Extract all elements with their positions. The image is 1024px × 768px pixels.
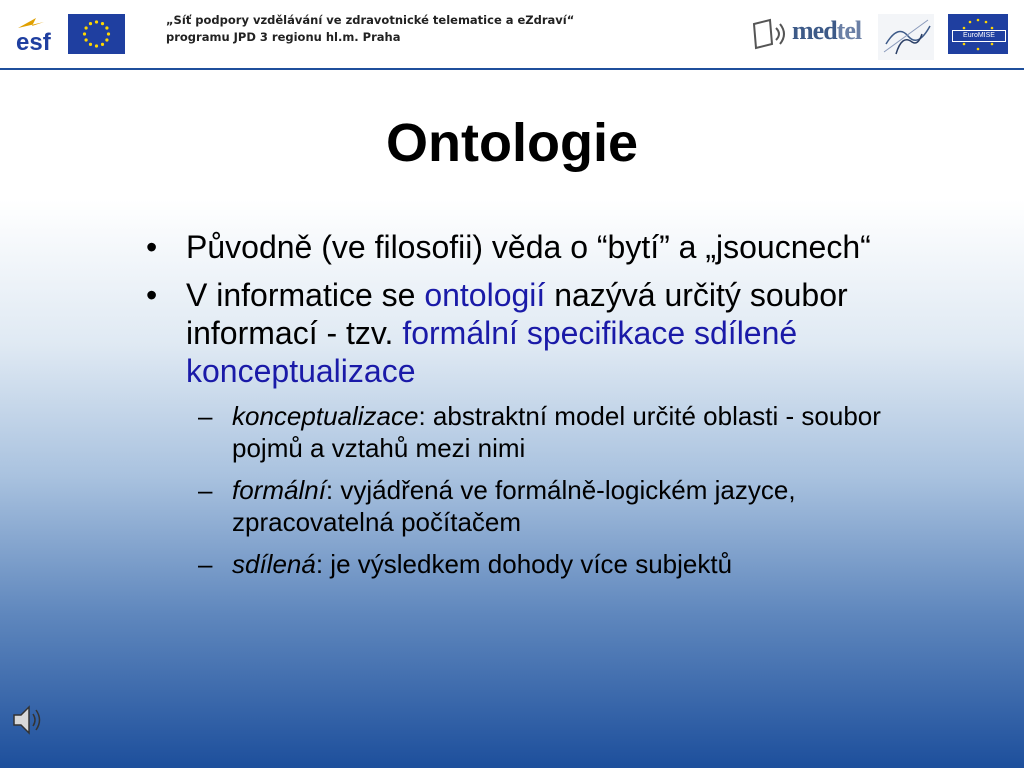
sit-logo-icon (878, 14, 934, 60)
subbullet-text: : abstraktní model určité oblasti - soubor pojmů a vztahů mezi nimi (232, 401, 881, 463)
bullet-mark: • (146, 277, 158, 313)
bullet-text: Původně (ve filosofii) věda o “bytí” a „jsoucnech“ (186, 229, 871, 265)
project-caption-line2: programu JPD 3 regionu hl.m. Praha (166, 30, 401, 44)
bullet-mark: • (146, 229, 158, 265)
slide-title: Ontologie (386, 113, 638, 173)
medtel-tel: tel (836, 16, 862, 45)
dash-mark: – (198, 475, 213, 505)
slide-header (0, 0, 1024, 70)
subbullet-item (146, 474, 956, 538)
subbullet-text: : je výsledkem dohody více subjektů (315, 549, 733, 579)
subbullet-term: formální (232, 475, 326, 505)
bullet-text-part: nazývá určitý soubor informací - tzv. (186, 277, 848, 351)
highlight-definition: formální specifikace sdílené konceptualizace (186, 315, 798, 389)
svg-text:esf: esf (16, 29, 51, 54)
subbullet-text: : vyjádřená ve formálně-logickém jazyce, zpracovatelná počítačem (232, 475, 796, 537)
highlight-ontologii: ontologií (424, 277, 546, 313)
esf-logo-icon (14, 14, 64, 54)
bullet-item (146, 228, 956, 266)
dash-mark: – (198, 549, 213, 579)
project-caption (166, 12, 574, 46)
medtel-wordmark (792, 16, 861, 46)
subbullet-term: sdílená (232, 549, 316, 579)
medtel-med: med (792, 16, 837, 45)
dash-mark: – (198, 401, 213, 431)
speaker-icon[interactable] (10, 702, 44, 738)
eu-flag-icon (68, 14, 125, 54)
subbullet-term: konceptualizace (232, 401, 419, 431)
subbullet-item (146, 400, 956, 464)
bullet-item (146, 276, 956, 390)
project-caption-line1: „Síť podpory vzdělávání ve zdravotnické telematice a eZdraví“ (166, 13, 575, 27)
slide-content (146, 228, 956, 590)
bullet-text-part: V informatice se (186, 277, 425, 313)
euromise-label: EuroMISE (952, 30, 1006, 42)
subbullet-item (146, 548, 956, 580)
